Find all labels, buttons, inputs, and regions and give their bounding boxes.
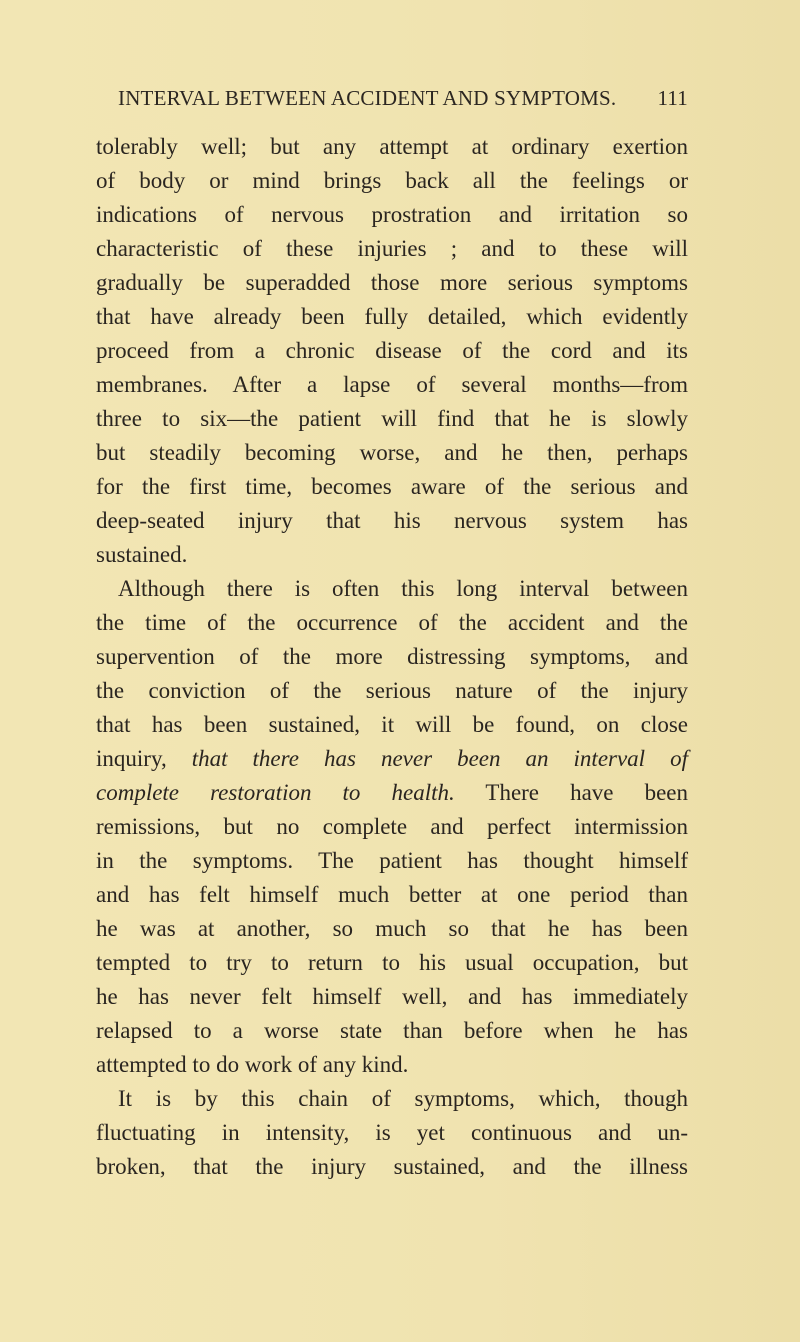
text-line: indications of nervous prostration and irritation so <box>96 202 688 227</box>
text-line: fluctuating in intensity, is yet continuous and un- <box>96 1120 688 1145</box>
text-line: gradually be superadded those more serious symptoms <box>96 270 688 295</box>
page-number: 111 <box>657 86 688 110</box>
text-line-mixed <box>96 742 688 776</box>
text-line: he was at another, so much so that he has been <box>96 916 688 941</box>
text-fragment: inquiry, <box>96 746 167 771</box>
paragraph-start-line: It is by this chain of symptoms, which, though <box>118 1086 688 1111</box>
text-line: the conviction of the serious nature of the injury <box>96 678 688 703</box>
text-line: relapsed to a worse state than before when he has <box>96 1018 688 1043</box>
text-line: sustained. <box>96 542 188 567</box>
text-line: he has never felt himself well, and has immediately <box>96 984 688 1009</box>
text-line: tempted to try to return to his usual occupation, but <box>96 950 688 975</box>
italic-emphasis: complete restoration to health. <box>96 780 455 805</box>
text-line: proceed from a chronic disease of the cord and its <box>96 338 688 363</box>
running-head <box>118 86 688 111</box>
text-line: of body or mind brings back all the feelings or <box>96 168 688 193</box>
paragraph-start-line: Although there is often this long interval between <box>118 576 688 601</box>
text-line: tolerably well; but any attempt at ordinary exertion <box>96 134 688 159</box>
text-line: in the symptoms. The patient has thought himself <box>96 848 688 873</box>
running-title: INTERVAL BETWEEN ACCIDENT AND SYMPTOMS. <box>118 86 617 110</box>
text-fragment: There have been <box>485 780 688 805</box>
text-line: remissions, but no complete and perfect intermission <box>96 814 688 839</box>
text-line: but steadily becoming worse, and he then, perhaps <box>96 440 688 465</box>
text-line: that have already been fully detailed, which evidently <box>96 304 688 329</box>
text-line: for the first time, becomes aware of the serious and <box>96 474 688 499</box>
text-line: that has been sustained, it will be found, on close <box>96 712 688 737</box>
body-text <box>96 130 688 1184</box>
italic-emphasis: that there has never been an interval of <box>191 746 688 771</box>
text-line: three to six—the patient will find that he is slowly <box>96 406 688 431</box>
text-line-mixed <box>96 776 688 810</box>
text-line: attempted to do work of any kind. <box>96 1052 409 1077</box>
text-line: supervention of the more distressing symptoms, and <box>96 644 688 669</box>
text-line: broken, that the injury sustained, and the illness <box>96 1154 688 1179</box>
text-line: membranes. After a lapse of several months—from <box>96 372 688 397</box>
text-line: and has felt himself much better at one period than <box>96 882 688 907</box>
text-line: the time of the occurrence of the accident and the <box>96 610 688 635</box>
text-line: deep-seated injury that his nervous system has <box>96 508 688 533</box>
text-line: characteristic of these injuries ; and to these will <box>96 236 688 261</box>
